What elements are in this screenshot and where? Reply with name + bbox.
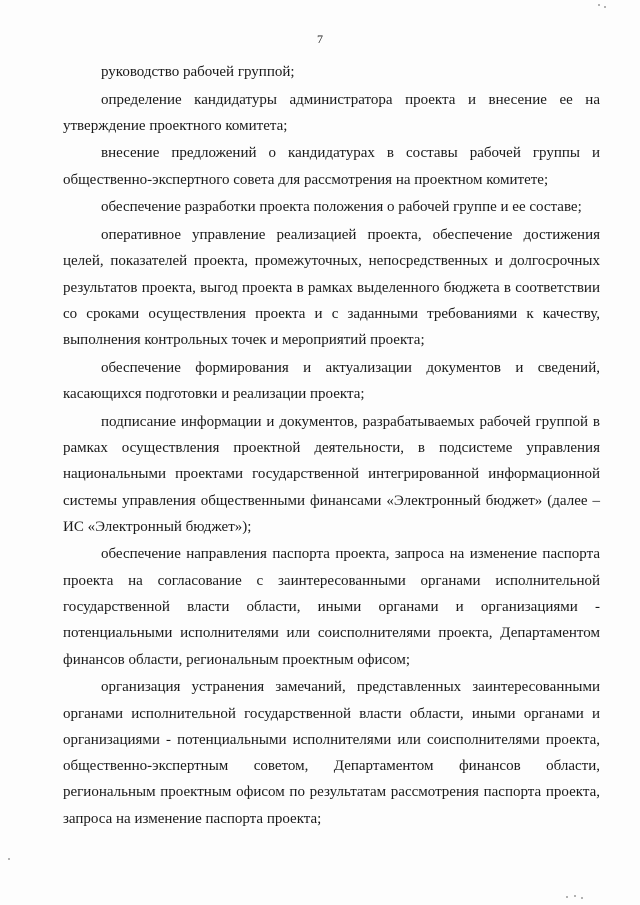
document-body xyxy=(63,59,600,833)
scan-speck xyxy=(8,858,10,860)
paragraph: организация устранения замечаний, представленных заинтересованными органами исполнительной государственной власти области, иными органами и организациями - потенциальными исполнителями или соисполнителями проекта, общественно-экспертным советом, Департаментом финансов области, региональным проектным офисом по результатам рассмотрения паспорта проекта, запроса на изменение паспорта проекта; xyxy=(63,679,600,827)
paragraph: обеспечение направления паспорта проекта, запроса на изменение паспорта проекта на согласование с заинтересованными органами исполнительной государственной власти области, иными органами и организациями - потенциальными исполнителями или соисполнителями проекта, Департаментом финансов области, региональным проектным офисом; xyxy=(63,546,600,668)
scan-speck xyxy=(604,6,606,8)
paragraph: обеспечение формирования и актуализации документов и сведений, касающихся подготовки и реализации проекта; xyxy=(63,359,600,403)
paragraph: оперативное управление реализацией проекта, обеспечение достижения целей, показателей проекта, промежуточных, непосредственных и долгосрочных результатов проекта, выгод проекта в рамках выделенного бюджета в соответствии со сроками осуществления проекта и с заданными требованиями к качеству, выполнения контрольных точек и мероприятий проекта; xyxy=(63,226,600,349)
scan-speck xyxy=(566,896,568,898)
paragraph: обеспечение разработки проекта положения о рабочей группе и ее составе; xyxy=(101,199,582,216)
paragraph: определение кандидатуры администратора проекта и внесение ее на утверждение проектного комитета; xyxy=(63,91,600,134)
paragraph: внесение предложений о кандидатурах в составы рабочей группы и общественно-экспертного совета для рассмотрения на проектном комитете; xyxy=(63,145,600,188)
scan-speck xyxy=(598,4,600,6)
scan-speck xyxy=(574,895,576,897)
paragraph: подписание информации и документов, разрабатываемых рабочей группой в рамках осуществления проектной деятельности, в подсистеме управления национальными проектами государственной интегрированной информационной системы управления общественными финансами «Электронный бюджет» (далее – ИС «Электронный бюджет»); xyxy=(63,413,600,535)
page-number: 7 xyxy=(317,32,323,46)
paragraph: руководство рабочей группой; xyxy=(101,64,295,80)
scan-speck xyxy=(581,897,583,899)
